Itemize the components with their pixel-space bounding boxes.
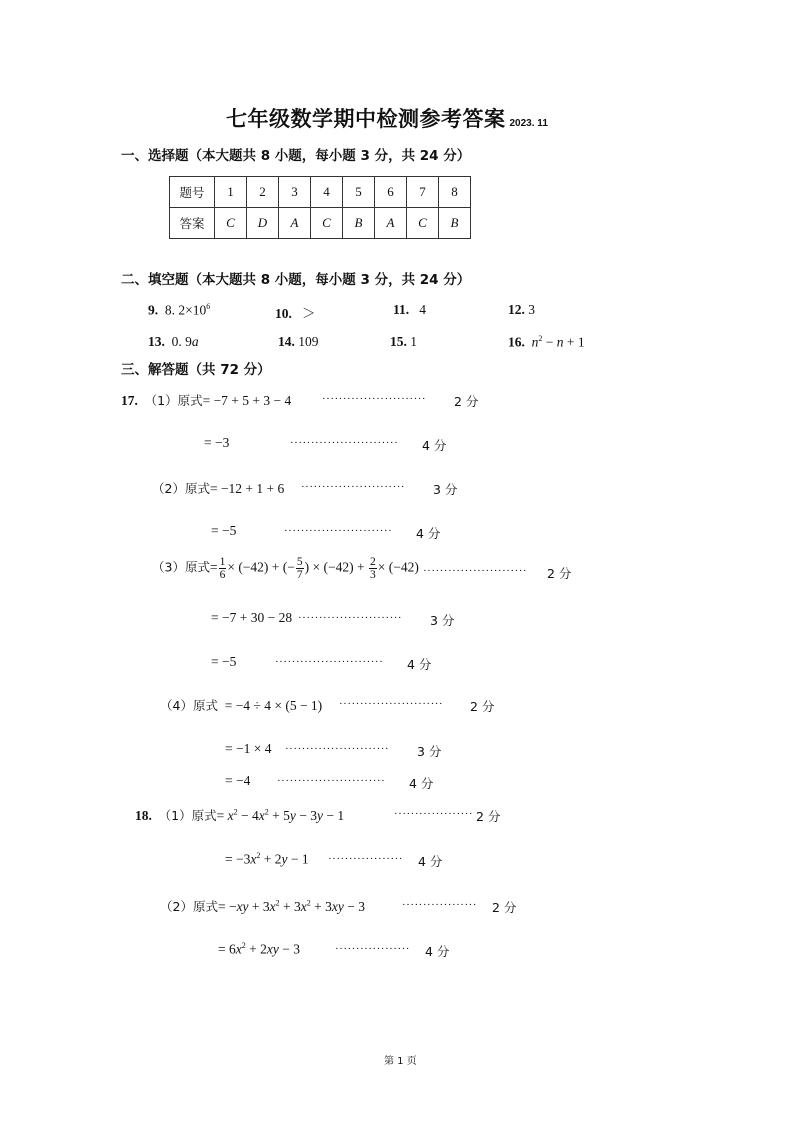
page-number: 第 1 页 [384,1056,417,1067]
fill-item-9 [148,302,210,319]
q18-part2-result: = $6x^2 + 2xy - 3$ [218,941,300,957]
part-label: （1）原式 [158,808,217,823]
q17-part4 [160,696,322,714]
score: 2 分 [547,566,572,581]
fill-item-12 [508,302,535,318]
item-number: 12. [508,302,525,317]
score: 3 分 [430,613,455,628]
section-2-heading: 二、填空题（本大题共 8 小题，每小题 3 分，共 24 分） [121,272,471,288]
page-title [226,103,548,133]
table-cell: A [279,208,311,239]
answer: 3 [528,302,535,317]
table-header-answer: 答案 [170,208,215,239]
table-cell: 5 [343,177,375,208]
item-number: 14. [278,334,295,349]
part-label: （2）原式 [160,899,218,914]
fill-item-13 [148,334,199,350]
answer: ＞ [302,306,316,321]
table-cell: B [439,208,471,239]
dot-leader: ························· [423,565,528,577]
item-number: 9. [148,302,159,318]
q17-part2 [152,479,284,497]
score: 2 分 [454,394,479,409]
table-row [170,208,471,239]
score: 3 分 [433,482,458,497]
table-cell: 6 [375,177,407,208]
dot-leader: ·················· [328,853,403,865]
score: 4 分 [416,526,441,541]
q18-part2: （2）原式= $-xy + 3x^2 + 3x^2 + 3xy - 3$ [160,898,366,914]
table-cell: C [215,208,247,239]
table-row [170,177,471,208]
q17-part1 [121,391,291,409]
q18-part1: 18. （1）原式= $x^2 - 4x^2 + 5y - 3y - 1$ [135,807,345,823]
item-number: 10. [275,306,292,321]
q17-part4-result: = −4 [225,773,251,788]
score: 2 分 [476,809,501,824]
expression: = −7 + 5 + 3 − 4 [202,393,292,408]
dot-leader: ·························· [290,437,399,449]
table-cell: 8 [439,177,471,208]
dot-leader: ························· [301,481,406,493]
table-cell: B [343,208,375,239]
dot-leader: ·························· [277,775,386,787]
section-1-heading: 一、选择题（本大题共 8 小题，每小题 3 分，共 24 分） [121,148,471,164]
score: 3 分 [417,744,442,759]
score: 4 分 [418,854,443,869]
table-cell: 2 [247,177,279,208]
table-cell: C [311,208,343,239]
fill-item-10 [275,302,316,322]
expression: = −12 + 1 + 6 [209,481,285,496]
table-cell: D [247,208,279,239]
answer: 4 [419,302,427,317]
table-cell: 1 [215,177,247,208]
fill-item-11 [393,302,426,318]
dot-leader: ·················· [335,943,410,955]
part-label: （2）原式 [152,481,210,496]
score: 2 分 [470,699,495,714]
q17-part3: （3）原式= $\frac{1}{6}$ × (−42) + (− $\frac{5}{7}$ ) × (−42) + $\frac{2}{3}$ × (−42) [152,556,419,581]
expression: = −4 ÷ 4 × (5 − 1) [224,698,323,713]
date: 2023. 11 [509,118,548,129]
table-cell: 7 [407,177,439,208]
q18-part1-result: = $-3x^2 + 2y - 1$ [225,851,309,867]
table-cell: 4 [311,177,343,208]
item-number: 15. [390,334,407,349]
part-label: （4）原式 [160,698,218,713]
variable: a [191,334,199,349]
answer-table [169,176,471,239]
dot-leader: ·························· [275,656,384,668]
q17-part2-result: = −5 [211,523,237,538]
question-number: 17. [121,393,138,408]
table-cell: 3 [279,177,311,208]
exponent: 6 [206,302,211,311]
answer: 0. 9 [171,334,192,349]
item-number: 16. [508,334,525,350]
score: 2 分 [492,900,517,915]
score: 4 分 [425,944,450,959]
fill-item-16: 16. $n^2 - n + 1$ [508,334,585,350]
table-cell: A [375,208,407,239]
fill-item-15 [390,334,417,350]
table-cell: C [407,208,439,239]
dot-leader: ··················· [394,808,474,820]
q17-part3-result: = −5 [211,654,237,669]
part-label: （1）原式 [144,393,203,408]
score: 4 分 [407,657,432,672]
q17-part1-result: = −3 [204,435,230,450]
question-number: 18. [135,808,152,823]
dot-leader: ·················· [402,899,477,911]
fill-item-14 [278,334,319,350]
answer: 109 [298,334,319,349]
q17-part4-step: = −1 × 4 [225,741,272,756]
dot-leader: ························· [339,698,444,710]
dot-leader: ························· [322,393,427,405]
dot-leader: ·························· [284,525,393,537]
score: 4 分 [409,776,434,791]
section-3-heading: 三、解答题（共 72 分） [121,362,271,378]
score: 4 分 [422,438,447,453]
table-header-number: 题号 [170,177,215,208]
dot-leader: ························· [298,612,403,624]
answer: 8. 2×10 [164,302,207,318]
item-number: 11. [393,302,410,317]
answer: 1 [410,334,417,349]
item-number: 13. [148,334,165,349]
part-label: （3）原式 [152,559,210,575]
title-text: 七年级数学期中检测参考答案 [226,107,506,131]
dot-leader: ························· [285,743,390,755]
q17-part3-step: = −7 + 30 − 28 [211,610,293,625]
